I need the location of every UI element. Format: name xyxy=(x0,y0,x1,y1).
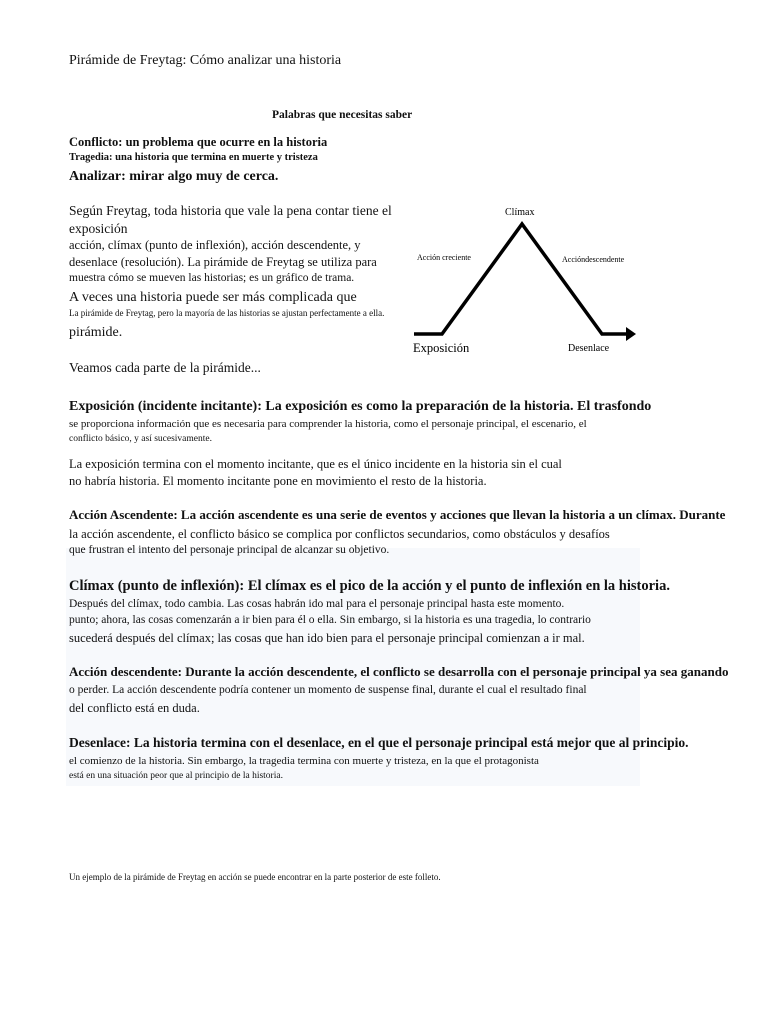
intro-line-3: acción, clímax (punto de inflexión), acción descendente, y xyxy=(69,238,361,252)
descendente-line-2: del conflicto está en duda. xyxy=(69,701,200,715)
footer-note: Un ejemplo de la pirámide de Freytag en acción se puede encontrar en la parte posterior de este folleto. xyxy=(69,872,441,882)
intro-line-8: pirámide. xyxy=(69,325,123,340)
ascendente-line-1: la acción ascendente, el conflicto básico se complica por conflictos secundarios, como obstáculos y desafíos xyxy=(69,527,610,541)
descendente-heading: Acción descendente: Durante la acción descendente, el conflicto se desarrolla con el personaje principal ya sea ganando xyxy=(69,664,729,679)
desenlace-heading: Desenlace: La historia termina con el desenlace, en el que el personaje principal está mejor que al principio. xyxy=(69,735,689,750)
freytag-pyramid-diagram xyxy=(408,200,640,360)
exposicion-p2-line-1: La exposición termina con el momento incitante, que es el único incidente en la historia sin el cual xyxy=(69,457,562,471)
intro-line-7: La pirámide de Freytag, pero la mayoría de las historias se ajustan perfectamente a ella. xyxy=(69,308,385,318)
label-falling: Accióndescendente xyxy=(562,255,625,264)
exposicion-line-2: conflicto básico, y así sucesivamente. xyxy=(69,434,212,444)
climax-line-3: sucederá después del clímax; las cosas que han ido bien para el personaje principal comienzan a ir mal. xyxy=(69,631,585,645)
exposicion-line-1: se proporciona información que es necesaria para comprender la historia, como el personaje principal, el escenario, el xyxy=(69,418,587,430)
intro-line-2: exposición xyxy=(69,221,128,236)
ascendente-line-2: que frustran el intento del personaje principal de alcanzar su objetivo. xyxy=(69,544,390,556)
exposicion-p2-line-2: no habría historia. El momento incitante pone en movimiento el resto de la historia. xyxy=(69,474,487,488)
climax-line-1: Después del clímax, todo cambia. Las cosas habrán ido mal para el personaje principal hasta este momento. xyxy=(69,598,565,610)
label-exposition: Exposición xyxy=(413,341,470,355)
intro-line-9: Veamos cada parte de la pirámide... xyxy=(69,360,261,375)
label-rising: Acción creciente xyxy=(417,253,471,262)
ascendente-heading: Acción Ascendente: La acción ascendente es una serie de eventos y acciones que llevan la historia a un clímax. Durante xyxy=(69,507,726,522)
descendente-line-1: o perder. La acción descendente podría contener un momento de suspense final, durante el cual el resultado final xyxy=(69,684,587,696)
exposicion-heading: Exposición (incidente incitante): La exposición es como la preparación de la historia. El trasfondo xyxy=(69,399,652,414)
desenlace-line-2: está en una situación peor que al principio de la historia. xyxy=(69,771,283,781)
vocab-analizar: Analizar: mirar algo muy de cerca. xyxy=(69,169,279,184)
arrow-head xyxy=(626,327,636,341)
intro-line-5: muestra cómo se mueven las historias; es un gráfico de trama. xyxy=(69,272,355,284)
intro-line-4: desenlace (resolución). La pirámide de Freytag se utiliza para xyxy=(69,255,377,269)
label-resolution: Desenlace xyxy=(568,343,610,354)
document-title: Pirámide de Freytag: Cómo analizar una historia xyxy=(69,53,342,68)
vocab-conflicto: Conflicto: un problema que ocurre en la historia xyxy=(69,135,328,149)
intro-line-1: Según Freytag, toda historia que vale la pena contar tiene el xyxy=(69,203,392,218)
intro-line-6: A veces una historia puede ser más complicada que xyxy=(69,290,357,305)
vocab-heading: Palabras que necesitas saber xyxy=(272,109,413,121)
pyramid-line xyxy=(414,224,626,334)
climax-line-2: punto; ahora, las cosas comenzarán a ir bien para él o ella. Sin embargo, si la historia es una tragedia, lo contrario xyxy=(69,614,591,626)
climax-heading: Clímax (punto de inflexión): El clímax es el pico de la acción y el punto de inflexión en la historia. xyxy=(69,578,670,594)
label-climax: Clímax xyxy=(505,207,535,218)
vocab-tragedia: Tragedia: una historia que termina en muerte y tristeza xyxy=(69,152,318,163)
desenlace-line-1: el comienzo de la historia. Sin embargo, la tragedia termina con muerte y tristeza, en la que el protagonista xyxy=(69,755,539,767)
